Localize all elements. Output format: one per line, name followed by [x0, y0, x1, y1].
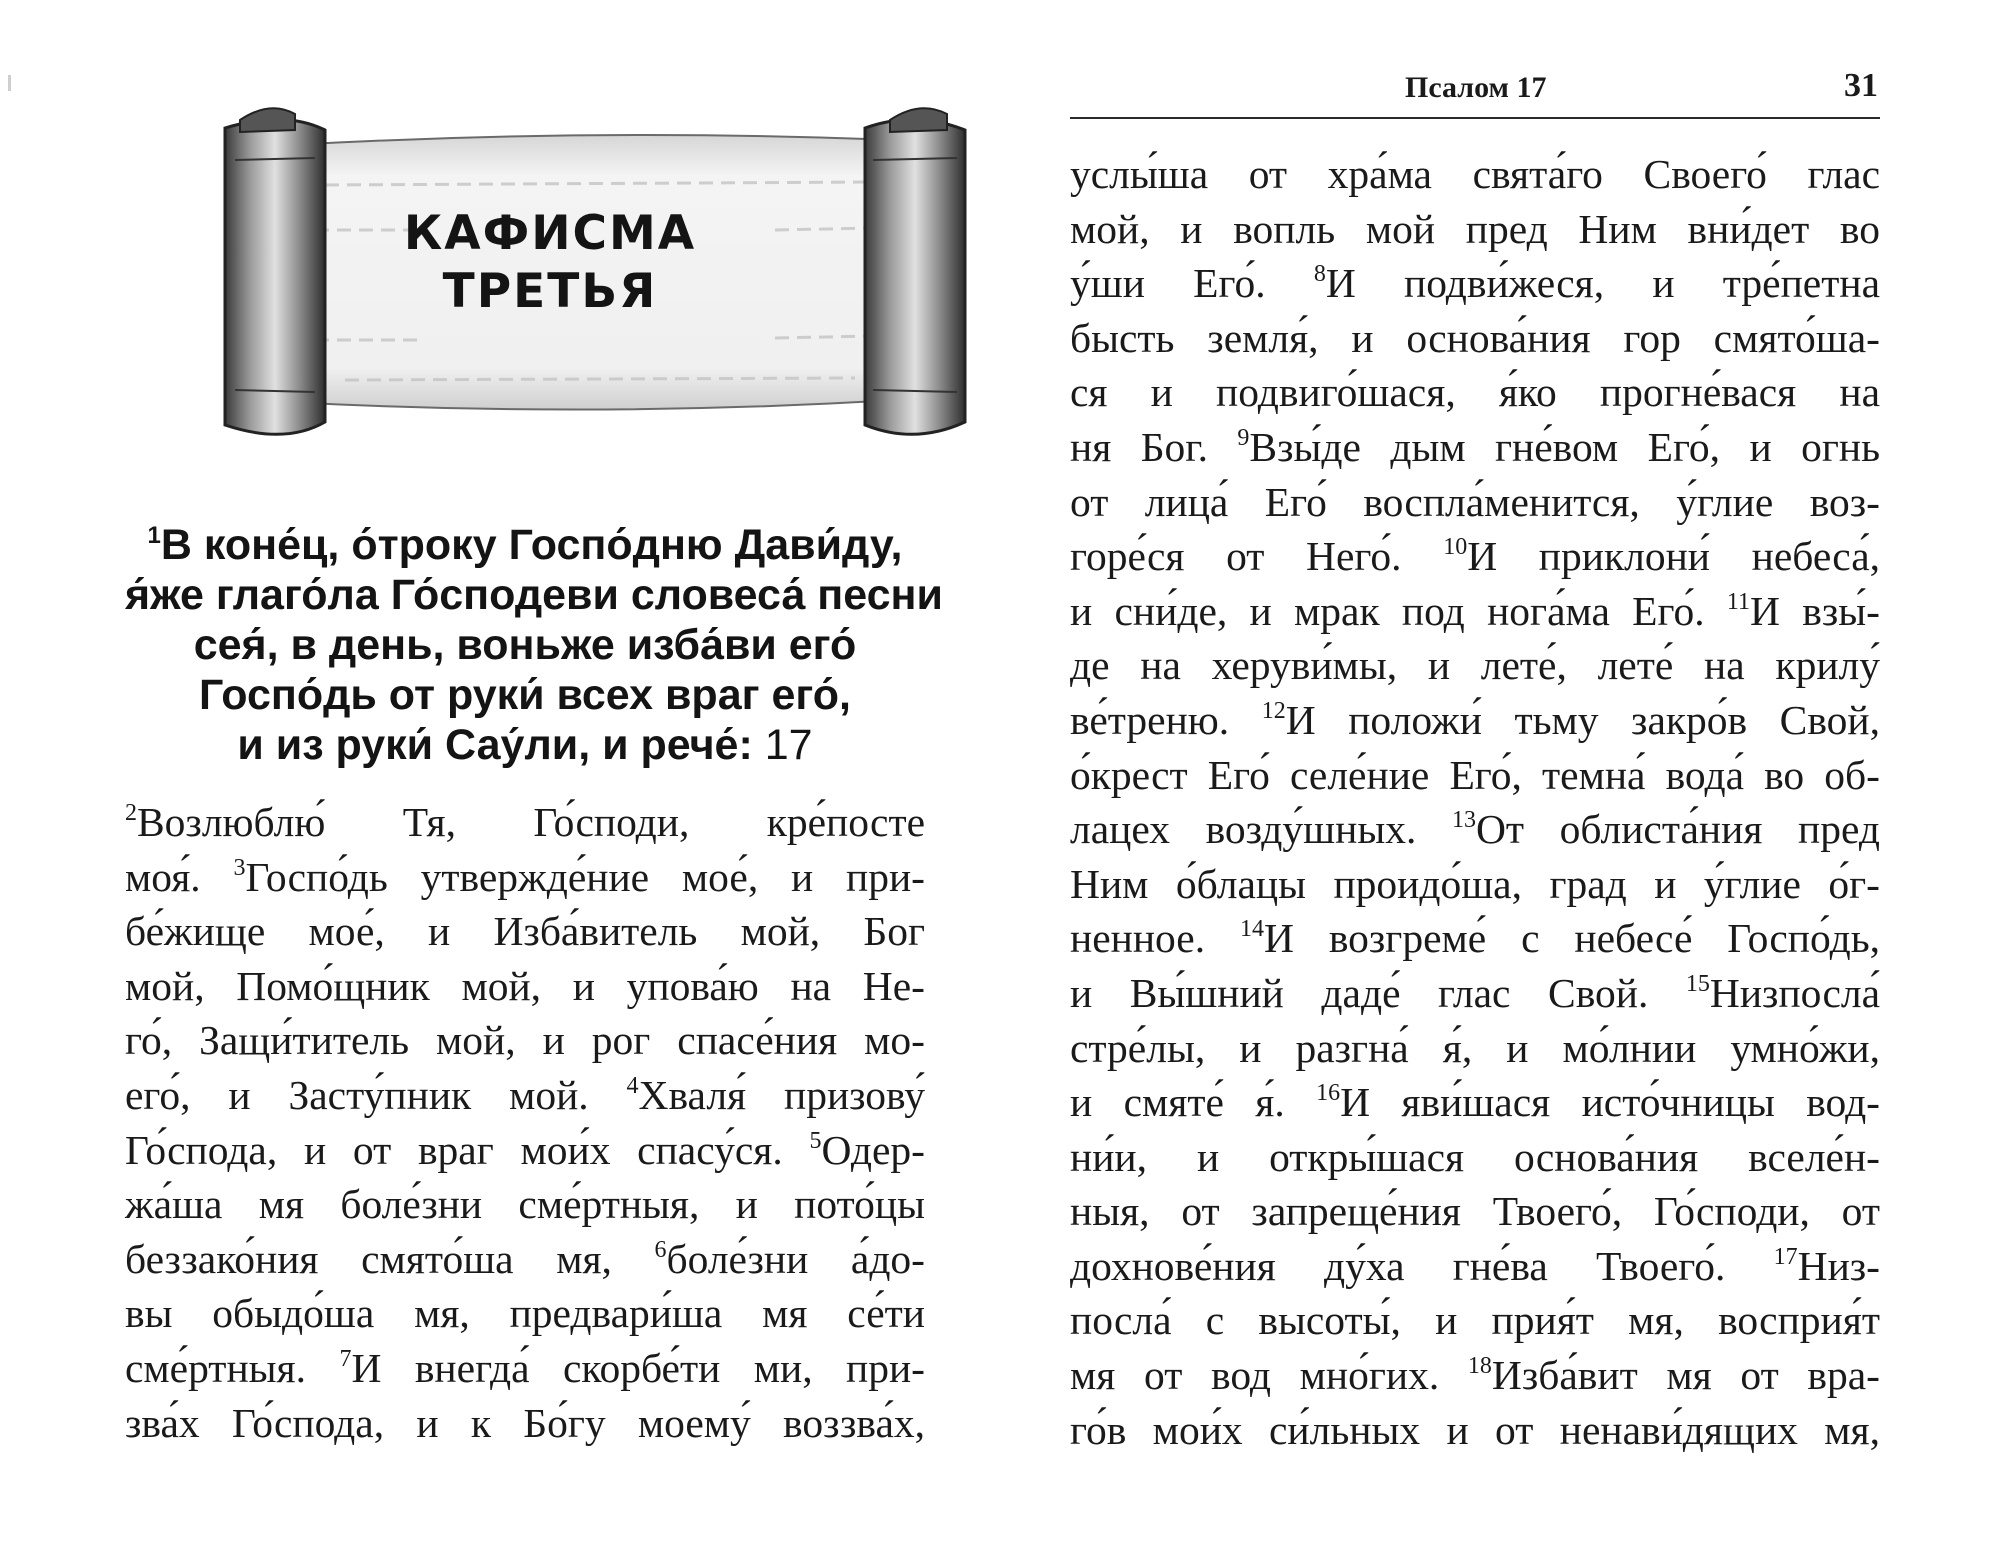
inscription-line: и из руки́ Сау́ли, и рече́: — [237, 721, 753, 769]
text-line: у́ши Его́. $^8$И подви́жеся, и тре́петна — [1070, 260, 1880, 307]
inscription-line: $^1$В коне́ц, о́троку Госпо́дню Дави́ду, — [147, 521, 903, 569]
text-line: де на херуви́мы, и лете́, лете́ на крилу́ — [1070, 642, 1880, 689]
text-line: ся и подвиго́шася, я́ко прогне́вася на — [1070, 369, 1880, 416]
right-page-text — [1070, 147, 1880, 1457]
text-line: жа́ша мя боле́зни сме́ртныя, и пото́цы — [125, 1181, 925, 1228]
verse-number: 3 — [233, 854, 246, 881]
verse-number: 8 — [1313, 261, 1326, 288]
text-line: го́, Защи́титель мой, и рог спасе́ния мо- — [125, 1017, 925, 1064]
text-line: Ним о́блацы проидо́ша, град и у́глие о́г- — [1070, 860, 1880, 907]
verse-number: 2 — [125, 800, 137, 826]
verse-number: 1 — [147, 522, 161, 549]
psalm-inscription — [125, 520, 943, 770]
verse-number: 18 — [1467, 1353, 1492, 1380]
text-line: и смяте́ я́. $^{16}$И яви́шася исто́чницы вод- — [1070, 1079, 1881, 1126]
kathisma-title — [355, 205, 745, 321]
text-line: посла́ с высоты́, и прия́т мя, восприя́т — [1070, 1297, 1880, 1344]
verse-number: 12 — [1261, 697, 1286, 724]
inscription-line: я́же глаго́ла Го́сподеви словеса́ песни — [125, 571, 943, 619]
page-number: 31 — [1844, 67, 1878, 104]
psalm-reference: 17 — [764, 721, 813, 769]
verse-number: 17 — [1773, 1243, 1798, 1270]
verse-number: 15 — [1685, 970, 1710, 997]
text-line: ве́треню. $^{12}$И положи́ тьму закро́в Свой, — [1070, 696, 1880, 743]
verse-number: 6 — [654, 1236, 667, 1263]
left-page-text — [125, 795, 925, 1450]
text-line: горе́ся от Него́. $^{10}$И приклони́ небеса́, — [1070, 533, 1880, 580]
edge-mark — [8, 75, 11, 91]
text-line: ныя, от запреще́ния Твоего́, Го́споди, от — [1070, 1188, 1880, 1235]
text-line: от лица́ Его́ воспла́менится, у́глие воз- — [1070, 478, 1880, 525]
text-line: вы обыдо́ша мя, предвари́ша мя се́ти — [125, 1290, 925, 1337]
text-line: моя́. $^3$Госпо́дь утвержде́ние мое́, и при- — [125, 853, 925, 900]
text-line: о́крест Его́ селе́ние Его́, темна́ вода́ во об- — [1070, 751, 1880, 798]
text-line: го́в мои́х си́льных и от ненави́дящих мя, — [1070, 1406, 1880, 1453]
text-line: дохнове́ния ду́ха гне́ва Твоего́. $^{17}$Низ- — [1070, 1242, 1880, 1289]
text-line: и Вы́шний даде́ глас Свой. $^{15}$Низпосла́ — [1070, 969, 1880, 1016]
verse-number: 13 — [1451, 807, 1476, 834]
text-line: ненное. $^{14}$И возгреме́ с небесе́ Госпо́дь, — [1070, 915, 1880, 962]
text-line: мой, Помо́щник мой, и упова́ю на Не- — [125, 962, 925, 1009]
text-line: $^2$Возлюблю́ Тя, Го́споди, кре́посте — [125, 799, 925, 845]
text-line: и сни́де, и мрак под нога́ма Его́. $^{11}$И взы́- — [1070, 587, 1880, 634]
text-line: ня Бог. $^9$Взы́де дым гне́вом Его́, и огнь — [1070, 423, 1880, 470]
verse-number: 10 — [1443, 534, 1468, 561]
left-page — [125, 0, 943, 1542]
text-line: Го́спода, и от враг мои́х спасу́ся. $^5$Одер- — [125, 1126, 925, 1173]
text-line: сме́ртныя. $^7$И внегда́ скорбе́ти ми, при- — [125, 1344, 925, 1391]
text-line: мя от вод мно́гих. $^{18}$Изба́вит мя от вра- — [1070, 1352, 1880, 1399]
verse-number: 4 — [626, 1072, 639, 1099]
text-line: бысть земля́, и основа́ния гор смято́ша- — [1070, 314, 1880, 361]
text-line: стре́лы, и разгна́ я́, и мо́лнии умно́жи, — [1070, 1024, 1880, 1071]
verse-number: 9 — [1237, 424, 1250, 451]
text-line: бе́жище мое́, и Изба́витель мой, Бог — [125, 908, 925, 955]
kathisma-title-line1: КАФИСМА — [403, 206, 697, 261]
inscription-last-line — [125, 720, 925, 770]
running-head-title: Псалом 17 — [1405, 71, 1547, 104]
text-line: беззако́ния смято́ша мя, $^6$боле́зни а́до- — [125, 1235, 925, 1282]
text-line: услы́ша от хра́ма свята́го Своего́ глас — [1070, 151, 1880, 197]
verse-number: 14 — [1240, 916, 1264, 943]
right-page — [1070, 0, 1880, 1542]
inscription-line: Госпо́дь от руки́ всех враг его́, — [199, 671, 851, 719]
text-line: ни́и, и откры́шася основа́ния вселе́н- — [1070, 1133, 1880, 1180]
text-line: зва́х Го́спода, и к Бо́гу моему́ воззва́х, — [125, 1399, 925, 1446]
text-line: мой, и вопль мой пред Ним вни́дет во — [1070, 205, 1880, 252]
verse-number: 5 — [809, 1127, 822, 1154]
verse-number: 11 — [1726, 588, 1751, 615]
text-line: лацех возду́шных. $^{13}$От облиста́ния пред — [1070, 806, 1880, 853]
verse-number: 7 — [339, 1345, 352, 1372]
text-line: его́, и Засту́пник мой. $^4$Хваля́ призову́ — [125, 1071, 925, 1118]
verse-number: 16 — [1316, 1080, 1341, 1107]
inscription-line: сея́, в день, воньже изба́ви его́ — [193, 621, 857, 669]
running-head — [1070, 65, 1880, 119]
kathisma-title-line2: ТРЕТЬЯ — [442, 264, 658, 319]
